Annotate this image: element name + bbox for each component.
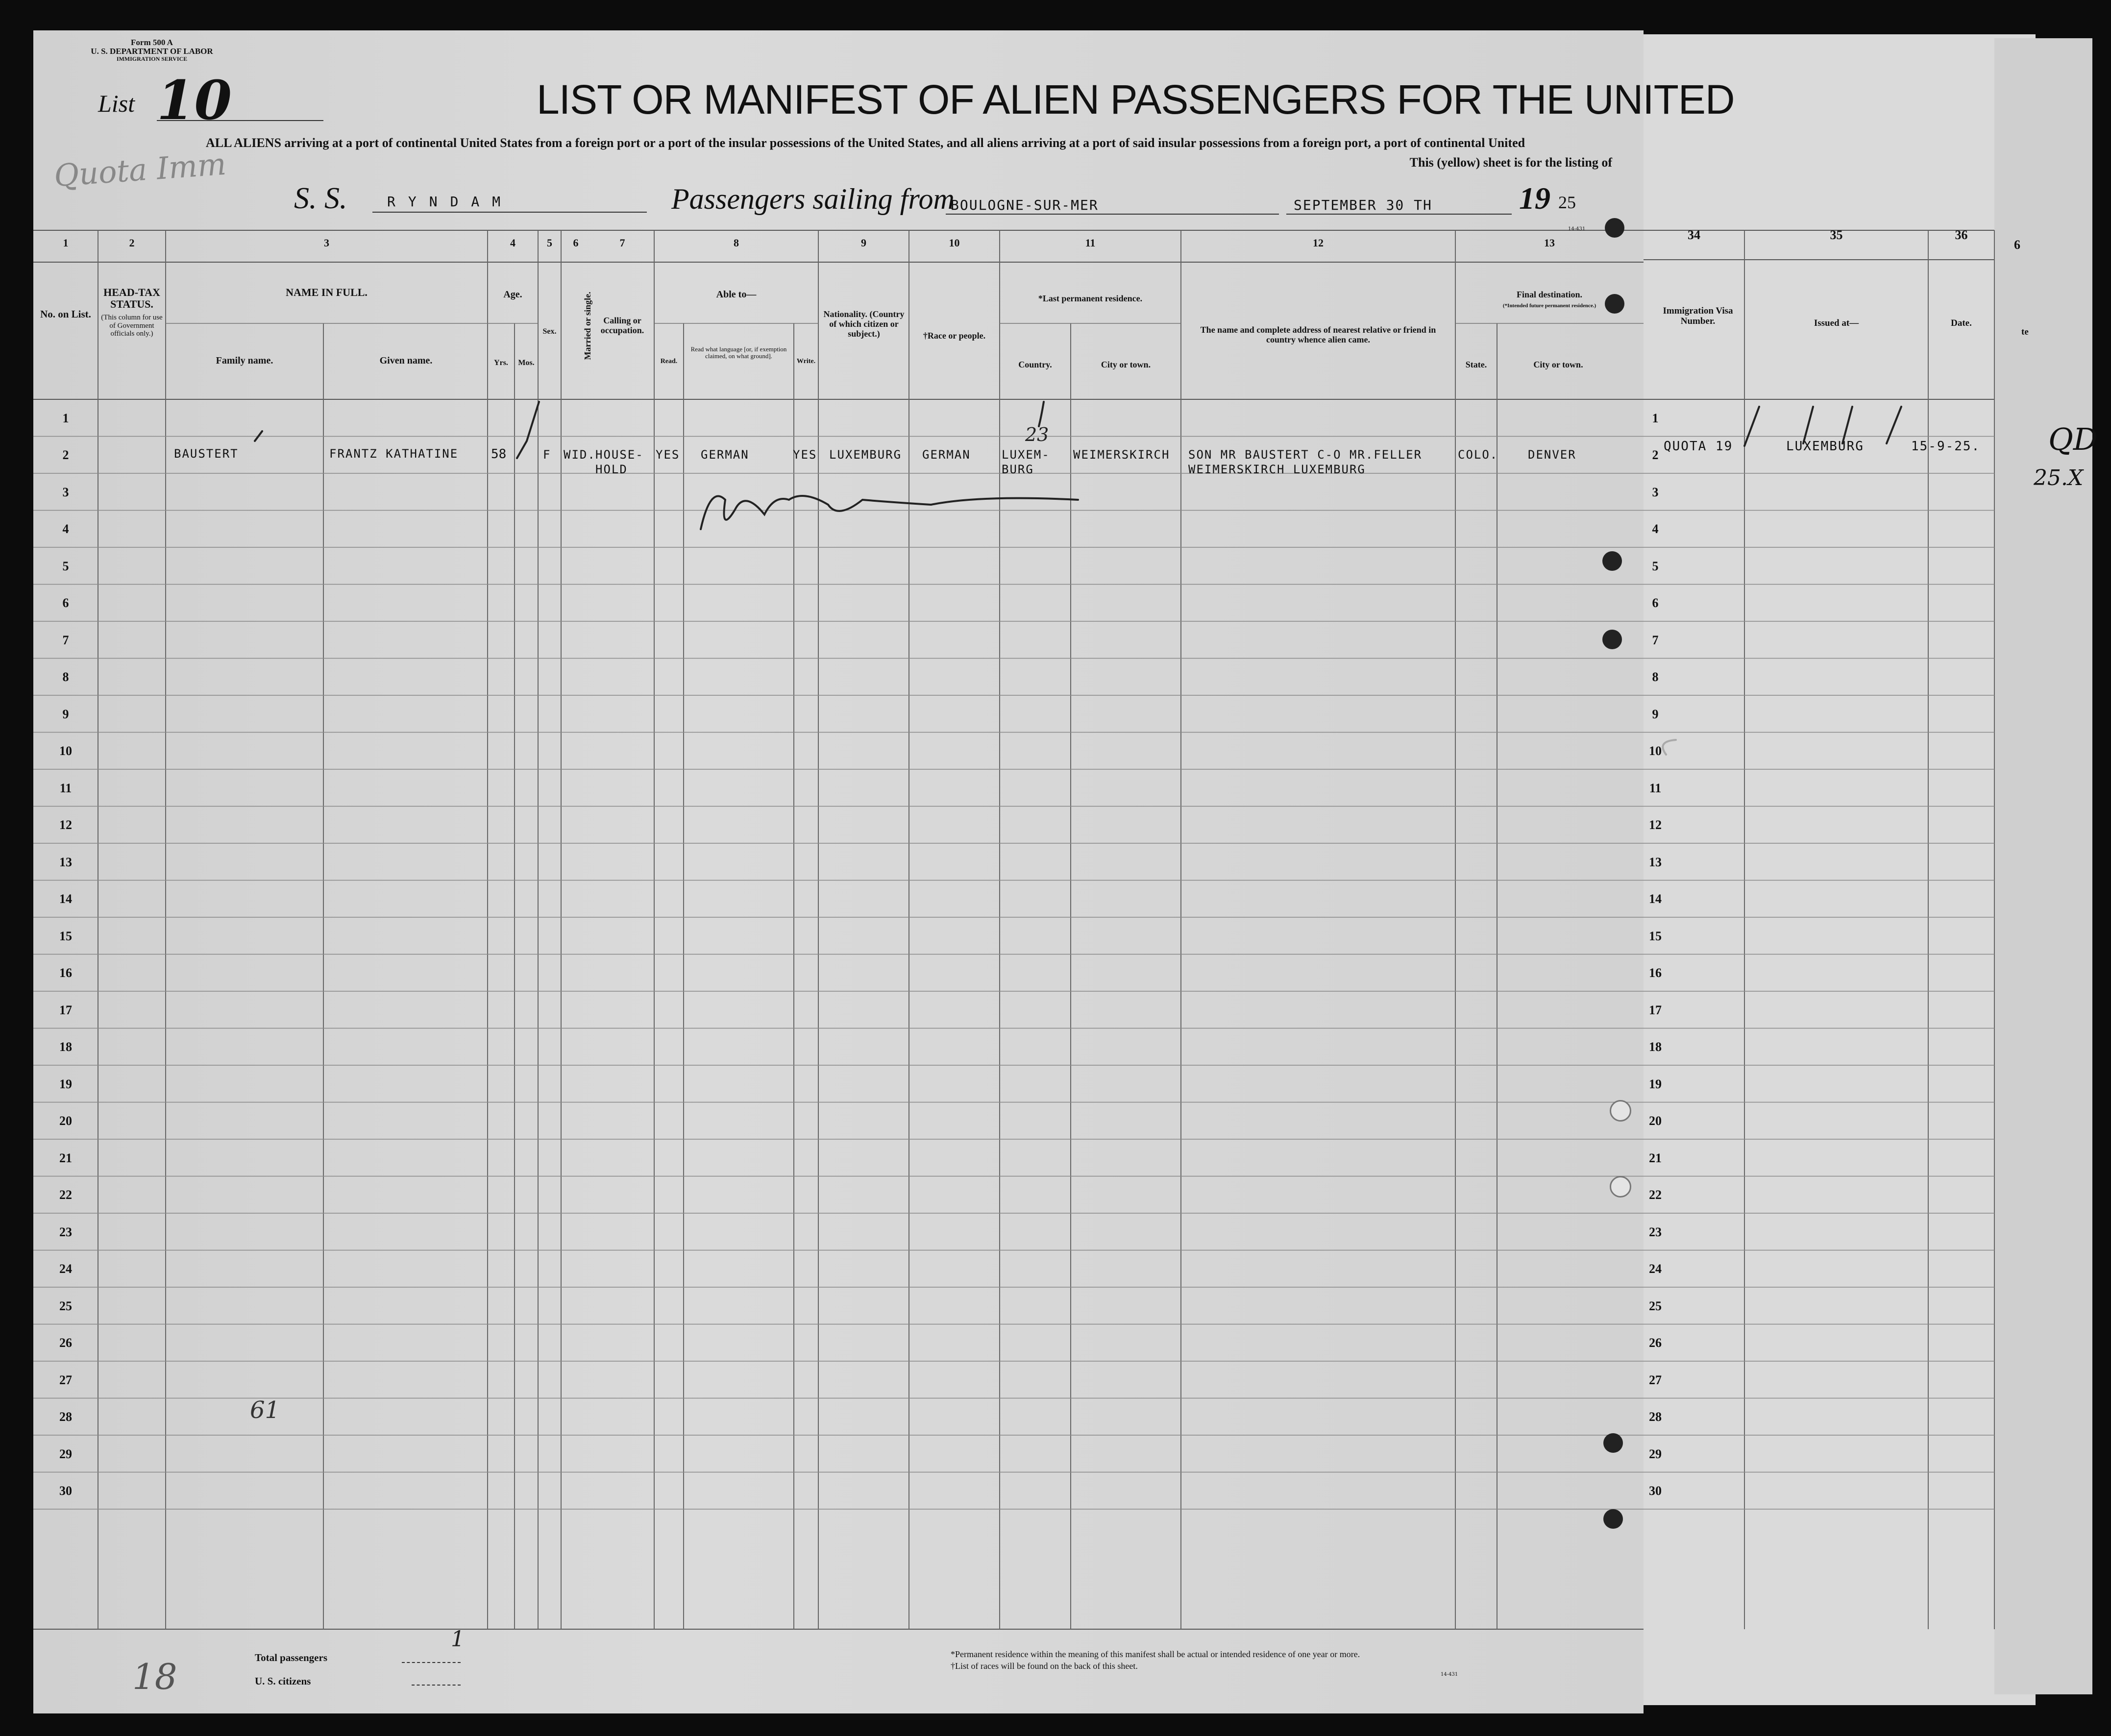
sailing-label: Passengers sailing from [671,183,955,215]
department: U. S. DEPARTMENT OF LABOR [91,47,213,56]
page-title: LIST OR MANIFEST OF ALIEN PASSENGERS FOR THE UNITED [537,76,1735,122]
row-number: 11 [59,781,72,795]
row-number-continuation: 23 [1649,1224,1662,1239]
row-number-continuation: 17 [1649,1002,1662,1017]
check-mark-issued-2 [1842,407,1852,443]
check-mark-family [255,431,262,441]
row-number: 25 [59,1298,72,1313]
check-mark-country [1039,402,1044,426]
row-number-continuation: 14 [1649,892,1662,906]
col-country: Country. [1018,360,1052,369]
row-number-continuation: 7 [1652,633,1659,647]
row-number: 28 [59,1410,72,1424]
row-number: 27 [59,1372,72,1387]
col-num-36: 36 [1955,228,1968,242]
row-number-continuation: 2 [1652,448,1659,463]
entry-relative-1: SON MR BAUSTERT C-O MR.FELLER [1188,448,1423,462]
col-num-13: 13 [1544,237,1555,249]
col-visa: Immigration Visa Number. [1663,306,1733,326]
entry-occupation-1: HOUSE- [595,448,644,462]
row-number-continuation: 16 [1649,966,1662,980]
col-num-3: 3 [324,237,329,249]
col-calling: Calling or occupation. [600,316,644,335]
row-number-continuation: 20 [1649,1114,1662,1128]
col-read: Read. [660,358,678,365]
row-number-continuation: 3 [1652,485,1659,499]
margin-note: Quota Imm [52,146,227,194]
entry-given-name: FRANTZ KATHATINE [329,447,459,461]
check-mark-issued-3 [1887,407,1901,443]
row-number: 3 [62,485,69,499]
col-edge-label: te [2021,327,2029,337]
row-number: 12 [59,818,72,832]
col-num-35: 35 [1830,228,1843,242]
row-number: 2 [62,448,69,463]
footnote-2: †List of races will be found on the back of this sheet. [951,1661,1138,1671]
total-passengers-label: Total passengers [255,1652,327,1663]
row-number: 23 [59,1224,72,1239]
sailing-date: SEPTEMBER 30 TH [1294,197,1432,213]
check-mark-issued-1 [1803,407,1813,443]
row-number: 13 [59,855,72,869]
row-number-continuation: 27 [1649,1372,1662,1387]
entry-write: YES [793,448,817,462]
col-age: Age. [503,289,522,300]
entry-read: YES [656,448,680,462]
binding-hole [1605,218,1624,238]
year-suffix: 25 [1558,193,1576,212]
right-mark-25: 25.X [2034,465,2084,490]
year-prefix: 19 [1519,181,1550,216]
row-number-continuation: 6 [1652,596,1659,611]
col-read-language: Read what language [or, if exemption claimed, on what ground]. [690,345,787,360]
col-num-11: 11 [1085,237,1096,249]
row-number: 6 [62,596,69,611]
col-dest-city: City or town. [1533,360,1583,369]
col-final-dest: Final destination. [1516,290,1583,299]
binding-hole [1603,1433,1623,1453]
list-number: 10 [157,69,232,132]
row-number: 19 [59,1076,72,1091]
row-number-continuation: 13 [1649,855,1662,869]
col-num-8: 8 [734,237,739,249]
entry-nationality: LUXEMBURG [829,448,902,462]
right-mark: QD [2048,421,2098,457]
col-num-5: 5 [547,237,552,249]
row-number-continuation: 8 [1652,670,1659,685]
row-number: 26 [59,1336,72,1350]
row-number: 20 [59,1114,72,1128]
col-last-residence: *Last permanent residence. [1038,293,1143,303]
row-number-continuation: 22 [1649,1188,1662,1202]
col-married: Married or single. [583,292,593,360]
entry-race: GERMAN [922,448,971,462]
row-number-continuation: 5 [1652,559,1659,573]
check-mark-visa [1744,407,1759,446]
us-citizens-label: U. S. citizens [255,1675,311,1687]
row-number: 21 [59,1150,72,1165]
row-number-continuation: 21 [1649,1150,1662,1165]
col-state: State. [1465,360,1487,369]
binding-hole [1602,630,1622,649]
form-code: 14-431 [1568,226,1586,232]
col-issued: Issued at— [1814,318,1859,328]
row-number: 5 [62,559,69,573]
total-mark: 1 [451,1627,465,1652]
row-number: 7 [62,633,69,647]
col-name-in-full: NAME IN FULL. [286,286,368,298]
row-number-continuation: 26 [1649,1336,1662,1350]
row-number: 9 [62,707,69,721]
entry-visa-date: 15-9-25. [1911,439,1981,454]
check-mark-age [517,402,539,458]
row-number: 1 [62,411,69,425]
col-age-yrs: Yrs. [494,359,508,367]
col-sex: Sex. [542,327,557,336]
col-num-34: 34 [1688,228,1700,242]
col-num-9: 9 [861,237,866,249]
entry-dest-city: DENVER [1528,448,1576,462]
row-number: 8 [62,670,69,685]
row-number-continuation: 1 [1652,411,1659,425]
entry-family-name: BAUSTERT [174,447,239,461]
footnote-1: *Permanent residence within the meaning of this manifest shall be actual or intended residence of one year or more. [951,1649,1360,1659]
col-num-edge: 6 [2014,238,2020,252]
total-line [402,1662,461,1663]
col-num-6: 6 [573,237,579,249]
col-num-2: 2 [129,237,135,249]
row-number: 17 [59,1002,72,1017]
col-given-name: Given name. [379,355,433,366]
entry-country-2: BURG [1002,463,1034,476]
row-number: 16 [59,966,72,980]
row-number-continuation: 10 [1649,744,1662,758]
binding-hole [1602,551,1622,571]
col-num-7: 7 [619,237,625,249]
entry-sex: F [543,448,551,462]
entry-relative-2: WEIMERSKIRCH LUXEMBURG [1188,463,1366,476]
port-name: BOULOGNE-SUR-MER [951,197,1099,213]
entry-city: WEIMERSKIRCH [1073,448,1170,462]
row-number-continuation: 15 [1649,929,1662,943]
row-number: 15 [59,929,72,943]
row-number-continuation: 29 [1649,1446,1662,1461]
col-age-mos: Mos. [518,359,535,367]
row-number-continuation: 19 [1649,1076,1662,1091]
col-able-to: Able to— [716,289,757,300]
entry-country-1: LUXEM- [1002,448,1050,462]
row-number-continuation: 25 [1649,1298,1662,1313]
col-relative: The name and complete address of nearest relative or friend in country whence alien came. [1200,325,1436,344]
col-race: †Race or people. [923,331,986,341]
note-18: 18 [132,1656,177,1697]
binding-ring [1610,1100,1631,1122]
col-num-1: 1 [63,237,69,249]
col-city: City or town. [1101,360,1151,369]
col-nationality: Nationality. (Country of which citizen or subject.) [823,309,905,339]
faint-mark [1663,740,1676,755]
binding-ring [1610,1176,1631,1198]
row-number-continuation: 9 [1652,707,1659,721]
col-head-tax-note: (This column for use of Government officials only.) [101,314,163,338]
col-write: Write. [796,358,816,365]
form-number: Form 500 A [131,38,173,47]
col-num-12: 12 [1313,237,1324,249]
col-num-4: 4 [510,237,515,249]
col-visa-date: Date. [1951,318,1972,328]
row-number: 30 [59,1484,72,1498]
row-number: 10 [59,744,72,758]
note-61: 61 [250,1396,280,1424]
intro-line-1: ALL ALIENS arriving at a port of continental United States from a foreign port or a port of the insular possessions of the United States, and all aliens arriving at a port of said insular possessions from a foreign port, a port of continental United [206,136,1525,150]
row-number-continuation: 12 [1649,818,1662,832]
footer-code: 14-431 [1441,1672,1458,1677]
entry-occupation-2: HOLD [595,463,628,476]
row-number-continuation: 30 [1649,1484,1662,1498]
row-number-continuation: 28 [1649,1410,1662,1424]
row-number: 29 [59,1446,72,1461]
row-number: 14 [59,892,72,906]
row-number: 4 [62,522,69,537]
col-final-dest-note: (*Intended future permanent residence.) [1502,303,1596,309]
col-no-on-list: No. on List. [40,308,91,320]
entry-age: 58 [491,447,507,462]
row-number: 18 [59,1040,72,1054]
row-number-continuation: 4 [1652,522,1659,537]
entry-language: GERMAN [701,448,749,462]
row-number-continuation: 11 [1649,781,1662,795]
country-mark: 23 [1025,424,1049,445]
entry-state: COLO. [1458,448,1498,462]
col-num-10: 10 [949,237,960,249]
citizens-line [412,1685,461,1686]
binding-hole [1605,294,1624,314]
service: IMMIGRATION SERVICE [116,55,188,62]
binding-hole [1603,1509,1623,1529]
row-number-continuation: 18 [1649,1040,1662,1054]
row-number: 22 [59,1188,72,1202]
col-head-tax: HEAD-TAX STATUS. [103,286,160,311]
entry-marital: WID. [564,448,596,462]
list-label: List [98,90,135,117]
ship-name: RYNDAM [387,194,514,210]
ss-label: S. S. [294,182,347,215]
row-number-continuation: 24 [1649,1262,1662,1276]
entry-issued-at: LUXEMBURG [1786,439,1864,454]
row-number: 24 [59,1262,72,1276]
entry-visa-number: QUOTA 19 [1664,439,1733,454]
col-family-name: Family name. [216,355,273,366]
intro-line-2: This (yellow) sheet is for the listing of [1409,155,1612,170]
